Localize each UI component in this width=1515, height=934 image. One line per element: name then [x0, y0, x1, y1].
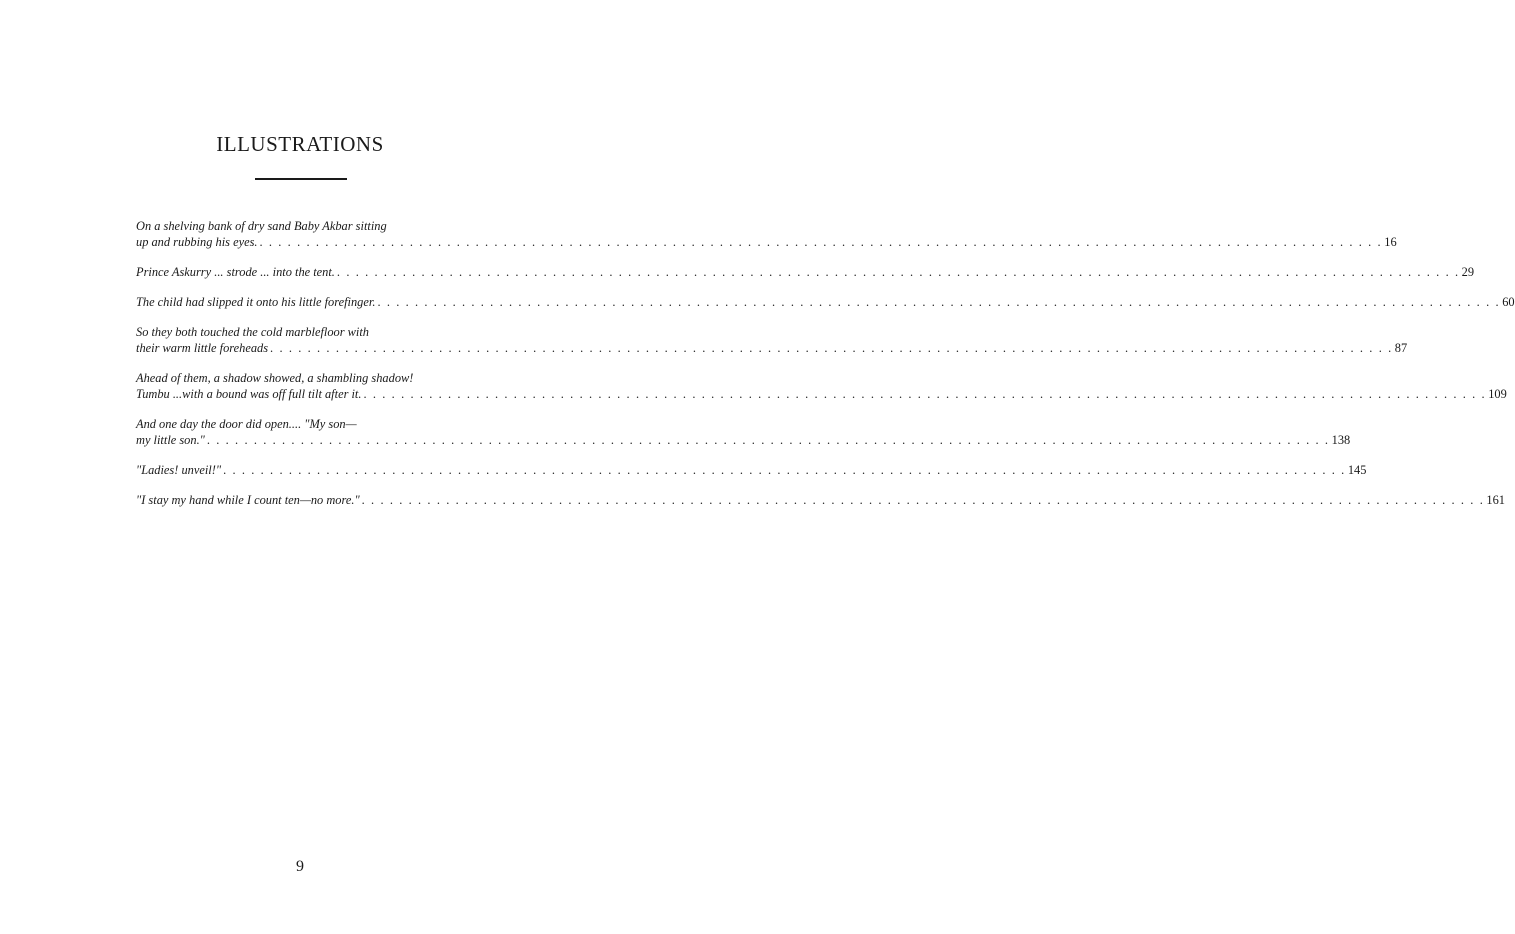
- illustration-entry: [136, 294, 1515, 310]
- entry-caption-line: their warm little foreheads: [136, 341, 269, 355]
- illustration-entry: [136, 462, 1367, 478]
- illustration-entry: [136, 370, 1507, 402]
- illustration-entry: [136, 416, 1351, 448]
- illustration-entry: [136, 264, 1475, 280]
- illustrations-list: [136, 218, 1515, 522]
- entry-page-number: 16: [1384, 235, 1397, 249]
- leader-dots: . . . . . . . . . . . . . . . . . . . . . . . . . . . . . . . . . . . . . . . . . . . . . . . . . . . . . . . . . . . . . . . . . . . . . . . . . . . . . . . . . . . . . . . . . . . . . . . . . . . . . . . . . . . . . . . . . . . . . . . .: [361, 493, 1485, 507]
- entry-caption-line: up and rubbing his eyes.: [136, 235, 258, 249]
- leader-dots: . . . . . . . . . . . . . . . . . . . . . . . . . . . . . . . . . . . . . . . . . . . . . . . . . . . . . . . . . . . . . . . . . . . . . . . . . . . . . . . . . . . . . . . . . . . . . . . . . . . . . . . . . . . . . . . . . . . . . . . .: [363, 387, 1487, 401]
- entry-caption-line: And one day the door did open.... "My son—: [136, 417, 357, 431]
- entry-caption-line: On a shelving bank of dry sand Baby Akbar sitting: [136, 219, 387, 233]
- illustration-entry: [136, 218, 1397, 250]
- entry-page-number: 161: [1486, 493, 1505, 507]
- entry-caption-line: Ahead of them, a shadow showed, a shambling shadow!: [136, 371, 414, 385]
- page-heading: ILLUSTRATIONS: [216, 132, 384, 156]
- entry-page-number: 29: [1461, 265, 1475, 279]
- leader-dots: . . . . . . . . . . . . . . . . . . . . . . . . . . . . . . . . . . . . . . . . . . . . . . . . . . . . . . . . . . . . . . . . . . . . . . . . . . . . . . . . . . . . . . . . . . . . . . . . . . . . . . . . . . . . . . . . . . . . . . . .: [377, 295, 1501, 309]
- entry-caption-line: The child had slipped it onto his little forefinger.: [136, 295, 376, 309]
- heading-rule: [255, 178, 347, 180]
- leader-dots: . . . . . . . . . . . . . . . . . . . . . . . . . . . . . . . . . . . . . . . . . . . . . . . . . . . . . . . . . . . . . . . . . . . . . . . . . . . . . . . . . . . . . . . . . . . . . . . . . . . . . . . . . . . . . . . . . . . . . . . .: [223, 463, 1346, 477]
- leader-dots: . . . . . . . . . . . . . . . . . . . . . . . . . . . . . . . . . . . . . . . . . . . . . . . . . . . . . . . . . . . . . . . . . . . . . . . . . . . . . . . . . . . . . . . . . . . . . . . . . . . . . . . . . . . . . . . . . . . . . . . .: [336, 265, 1460, 279]
- illustration-entry: [136, 324, 1408, 356]
- entry-caption-line: Prince Askurry ... strode ... into the tent.: [136, 265, 335, 279]
- entry-caption-line: "Ladies! unveil!": [136, 463, 222, 477]
- entry-caption-line: "I stay my hand while I count ten—no more.": [136, 493, 360, 507]
- illustration-entry: [136, 492, 1505, 508]
- entry-page-number: 60: [1502, 295, 1515, 309]
- entry-caption-line: my little son.": [136, 433, 205, 447]
- leader-dots: . . . . . . . . . . . . . . . . . . . . . . . . . . . . . . . . . . . . . . . . . . . . . . . . . . . . . . . . . . . . . . . . . . . . . . . . . . . . . . . . . . . . . . . . . . . . . . . . . . . . . . . . . . . . . . . . . . . . . . . .: [259, 235, 1383, 249]
- page-number: 9: [296, 858, 304, 875]
- entry-page-number: 109: [1488, 387, 1507, 401]
- entry-caption-line: So they both touched the cold marblefloor with: [136, 325, 369, 339]
- leader-dots: . . . . . . . . . . . . . . . . . . . . . . . . . . . . . . . . . . . . . . . . . . . . . . . . . . . . . . . . . . . . . . . . . . . . . . . . . . . . . . . . . . . . . . . . . . . . . . . . . . . . . . . . . . . . . . . . . . . . . . . .: [270, 341, 1393, 355]
- entry-caption-line: Tumbu ...with a bound was off full tilt after it.: [136, 387, 362, 401]
- entry-page-number: 87: [1394, 341, 1408, 355]
- leader-dots: . . . . . . . . . . . . . . . . . . . . . . . . . . . . . . . . . . . . . . . . . . . . . . . . . . . . . . . . . . . . . . . . . . . . . . . . . . . . . . . . . . . . . . . . . . . . . . . . . . . . . . . . . . . . . . . . . . . . . . . .: [206, 433, 1330, 447]
- entry-page-number: 138: [1331, 433, 1351, 447]
- entry-page-number: 145: [1347, 463, 1367, 477]
